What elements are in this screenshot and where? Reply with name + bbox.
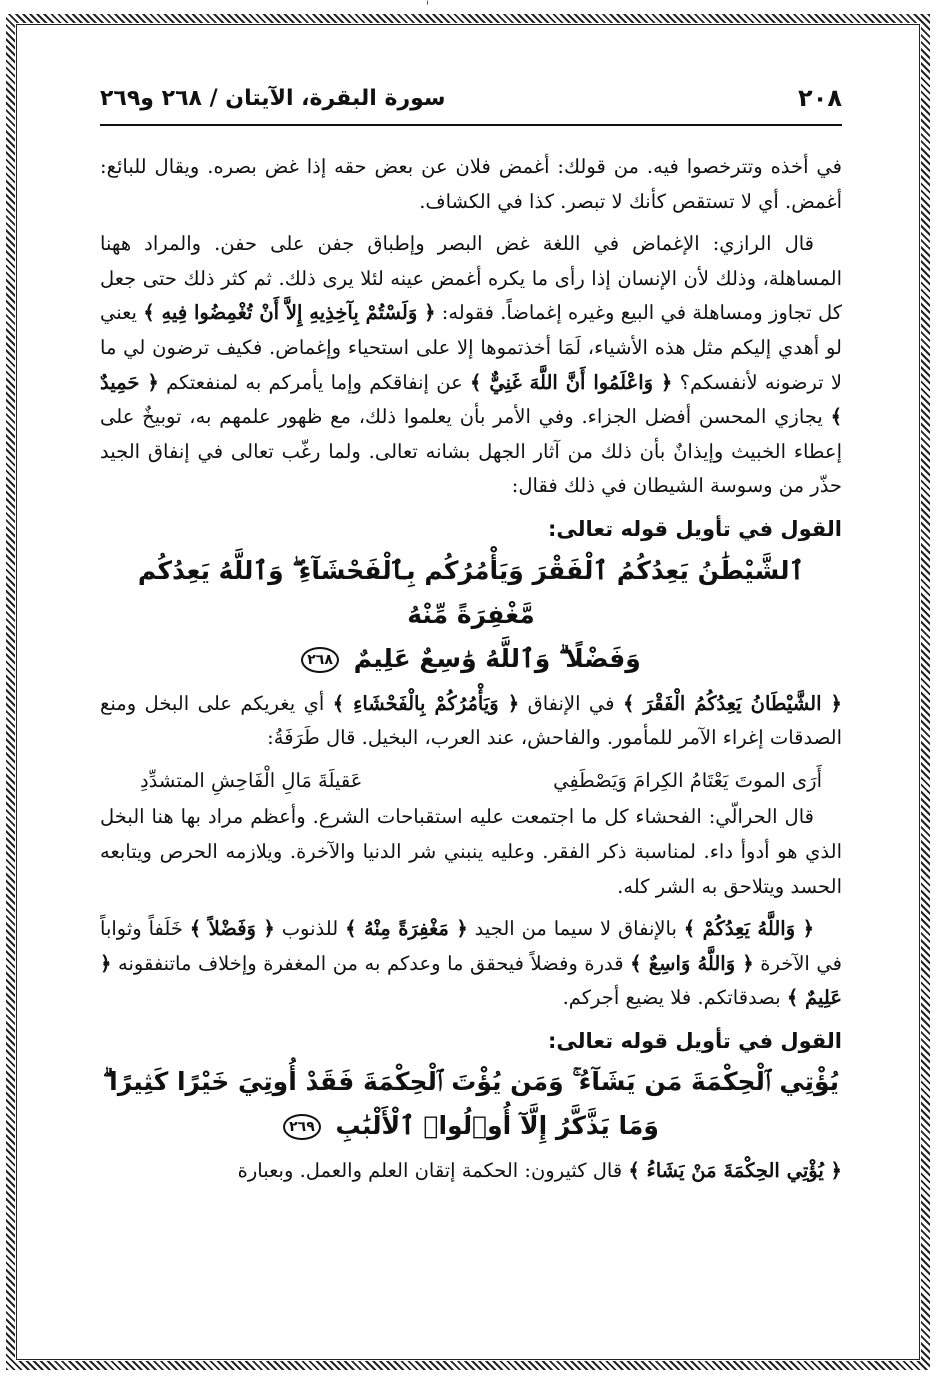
- paragraph: [100, 227, 842, 504]
- paragraph-text: يجازي المحسن أفضل الجزاء. وفي الأمر بأن يعلموا ذلك، مع ظهور علمهم به، توبيخٌ على إعطاء الخبيث وإيذانٌ بأن ذلك من آثار الجهل بشانه تعالى. ولما رغّب تعالى في إنفاق الجيد حذّر من وسوسة الشيطان في ذلك فقال:: [100, 405, 842, 498]
- quran-quote: ﴿ وَاعْلَمُوا أَنَّ اللَّهَ غَنِيٌّ ﴾: [470, 370, 673, 394]
- paragraph-text: خَلَفاً وثواباً في الآخرة: [100, 917, 842, 975]
- verse-text: وَفَضْلًا ۗ وَٱللَّهُ وَٰسِعٌ عَلِيمٌ: [353, 643, 641, 673]
- quran-quote: ﴿ وَيَأْمُرُكُمْ بِالْفَحْشَاءِ ﴾: [332, 691, 520, 715]
- verse-number: ٢٦٩: [283, 1114, 321, 1140]
- section-heading: القول في تأويل قوله تعالى:: [548, 516, 842, 541]
- quran-quote: ﴿ وَلَسْتُمْ بِآخِذِيهِ إِلاَّ أَنْ تُغْمِضُوا فِيهِ ﴾: [143, 301, 436, 325]
- running-title: سورة البقرة، الآيتان / ٢٦٨ و٢٦٩: [100, 85, 446, 111]
- page-header: [100, 78, 842, 118]
- verse-number: ٢٦٨: [301, 647, 339, 673]
- paragraph-text: بصدقاتكم. فلا يضيع أجركم.: [562, 986, 787, 1010]
- paragraph-text: قال الرازي: الإغماض في اللغة غض البصر وإطباق جفن على حفن. والمراد ههنا المساهلة، وذلك لأن الإنسان إذا رأى ما يكره أغمض عينه لئلا يرى ذلك. ثم كثر ذلك حتى جعل كل تجاوز ومساهلة في البيع وغيره إغماضاً. فقوله:: [100, 232, 842, 325]
- paragraph: [100, 912, 842, 1016]
- paragraph: [100, 800, 842, 904]
- paragraph-text: أي يغريكم على البخل ومنع الصدقات إغراء الآمر للمأمور. والفاحش، عند العرب، البخيل. قال طَرَفَةُ:: [100, 691, 842, 750]
- poem-verse: [100, 764, 842, 799]
- paragraph-text: في الإنفاق: [519, 691, 623, 715]
- quran-quote: ﴿ مَغْفِرَةً مِنْهُ ﴾: [345, 917, 468, 941]
- page-body: [100, 150, 842, 1197]
- quran-quote: ﴿ عَلِيمٌ ﴾: [100, 951, 842, 1010]
- section-heading: القول في تأويل قوله تعالى:: [548, 1028, 842, 1053]
- paragraph: [100, 687, 842, 756]
- verse-text: وَمَا يَذَّكَّرُ إِلَّآ أُو۟لُوا۟ ٱلْأَلْبَٰبِ: [335, 1111, 659, 1141]
- verse-line: يُؤْتِي ٱلْحِكْمَةَ مَن يَشَآءُ ۚ وَمَن يُؤْتَ ٱلْحِكْمَةَ فَقَدْ أُوتِيَ خَيْرًا كَثِيرًا ۗ: [102, 1067, 840, 1097]
- quran-quote: ﴿ وَفَضْلاً ﴾: [189, 917, 275, 941]
- paragraph-text: يعني لو أهدي إليكم مثل هذه الأشياء، لَمَا أخذتموها إلا على استحياء وإغماض. فكيف ترضون لي ما لا ترضونه لأنفسكم؟: [100, 301, 842, 394]
- paragraph: [100, 1154, 842, 1189]
- verse-block: [100, 1060, 842, 1148]
- paragraph: [100, 150, 842, 219]
- paragraph-text: للذنوب: [274, 917, 346, 941]
- paragraph-text: بالإنفاق لا سيما من الجيد: [467, 917, 684, 941]
- verse-line: [100, 637, 842, 681]
- header-rule: [100, 124, 842, 126]
- quran-quote: ﴿ وَاللَّهُ يَعِدُكُمْ ﴾: [683, 917, 814, 941]
- quran-quote: ﴿ حَمِيدٌ ﴾: [100, 370, 842, 429]
- paragraph-text: قال كثيرون: الحكمة إتقان العلم والعمل. وبعبارة: [237, 1159, 629, 1183]
- paragraph-text: في أخذه وتترخصوا فيه. من قولك: أغمض فلان عن بعض حقه إذا غض بصره. ويقال للبائع: أغمض. أي لا تستقص كأنك لا تبصر. كذا في الكشاف.: [100, 155, 842, 213]
- page-number: ٢٠٨: [798, 84, 842, 112]
- paragraph-text: قدرة وفضلاً فيحقق ما وعدكم به من المغفرة وإخلاف ماتنفقونه: [111, 951, 631, 975]
- verse-line: ٱلشَّيْطَٰنُ يَعِدُكُمُ ٱلْفَقْرَ وَيَأْمُرُكُم بِٱلْفَحْشَآءِ ۖ وَٱللَّهُ يَعِدُكُم مَّغْفِرَةً مِّنْهُ: [137, 555, 805, 629]
- verse-line: [100, 1104, 842, 1148]
- verse-block: [100, 549, 842, 681]
- quran-quote: ﴿ الشَّيْطَانُ يَعِدُكُمُ الْفَقْرَ ﴾: [622, 691, 842, 715]
- poem-hemistich: عَقيلَةَ مَالِ الْفَاحِشِ المتشدِّدِ: [140, 768, 363, 792]
- quran-quote: ﴿ يُؤْتِي الحِكْمَةَ مَنْ يَشَاءُ ﴾: [628, 1159, 842, 1183]
- quran-quote: ﴿ وَاللَّهُ وَاسِعٌ ﴾: [630, 951, 754, 975]
- paragraph-text: قال الحرالّي: الفحشاء كل ما اجتمعت عليه استقباحات الشرع. وأعظم مراد بها هنا البخل الذي هو أدوأ داء. لمناسبة ذكر الفقر. وعليه ينبني شر الدنيا والآخرة. ويلازمه الحرص ويتابعه الحسد ويتلاحق به الشر كله.: [100, 805, 842, 898]
- paragraph-text: عن إنفاقكم وإما يأمركم به لمنفعتكم: [158, 370, 471, 394]
- poem-hemistich: أَرَى الموتَ يَعْتَامُ الكِرامَ وَيَصْطَفِي: [553, 768, 822, 792]
